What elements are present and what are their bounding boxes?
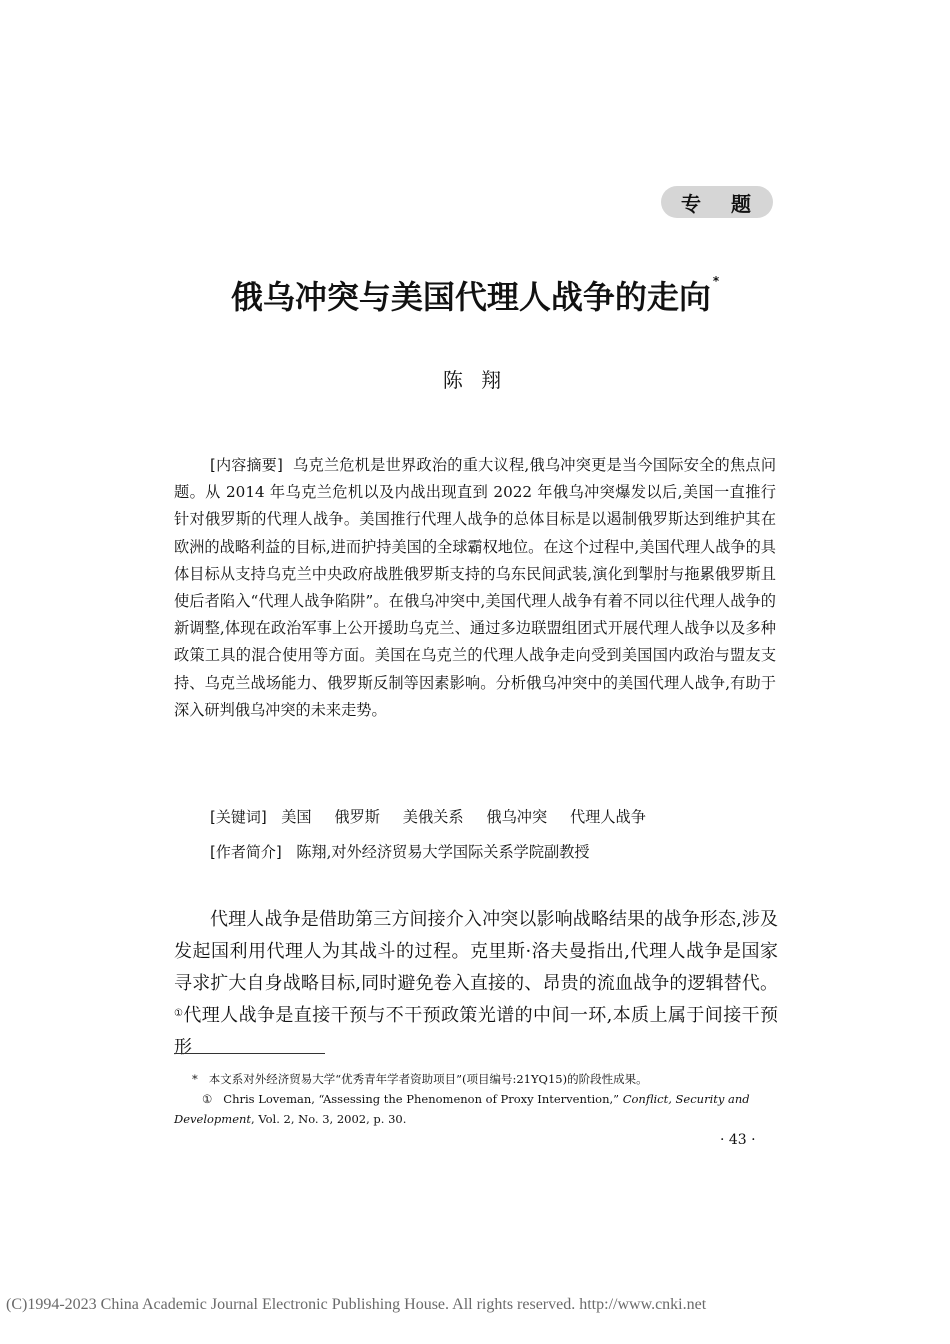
footnote-2-post: , Vol. 2, No. 3, 2002, p. 30. — [251, 1112, 407, 1126]
author-intro-row — [210, 841, 590, 862]
author-intro-label: [作者简介] — [210, 843, 282, 861]
abstract-text: 乌克兰危机是世界政治的重大议程,俄乌冲突更是当今国际安全的焦点问题。从 2014 年乌克兰危机以及内战出现直到 2022 年俄乌冲突爆发以后,美国一直推行针对俄罗斯的代理人战争。美国推行代理人战争的总体目标是以遏制俄罗斯达到维护其在欧洲的战略利益的目标,进而护持美国的全球霸权地位。在这个过程中,美国代理人战争的具体目标从支持乌克兰中央政府战胜俄罗斯支持的乌东民间武装,演化到掣肘与拖累俄罗斯且使后者陷入“代理人战争陷阱”。在俄乌冲突中,美国代理人战争有着不同以往代理人战争的新调整,体现在政治军事上公开援助乌克兰、通过多边联盟组团式开展代理人战争以及多种政策工具的混合使用等方面。美国在乌克兰的代理人战争走向受到美国国内政治与盟友支持、乌克兰战场能力、俄罗斯反制等因素影响。分析俄乌冲突中的美国代理人战争,有助于深入研判俄乌冲突的未来走势。 — [174, 456, 777, 719]
keywords-label: [关键词] — [210, 808, 267, 826]
footnote-2-mark: ① — [202, 1092, 213, 1106]
abstract-label: [内容摘要] — [210, 456, 283, 474]
footnote-1 — [192, 1069, 648, 1089]
body-text-continued: 代理人战争是直接干预与不干预政策光谱的中间一环,本质上属于间接干预形 — [174, 1005, 779, 1058]
author-name: 陈 翔 — [442, 368, 508, 392]
copyright-line: (C)1994-2023 China Academic Journal Electronic Publishing House. All rights reserved. http://www.cnki.net — [6, 1296, 707, 1313]
title-footnote-marker[interactable]: * — [712, 274, 720, 288]
section-tag-right: 题 — [731, 191, 751, 216]
keywords-row — [210, 806, 664, 827]
section-tag-left: 专 — [681, 191, 701, 216]
keyword-item: 代理人战争 — [569, 808, 646, 826]
footnote-ref[interactable]: ① — [174, 1008, 184, 1019]
keyword-item: 俄罗斯 — [334, 808, 380, 826]
body-text: 代理人战争是借助第三方间接介入冲突以影响战略结果的战争形态,涉及发起国利用代理人为其战斗的过程。克里斯·洛夫曼指出,代理人战争是国家寻求扩大自身战略目标,同时避免卷入直接的、昂贵的流血战争的逻辑替代。 — [174, 909, 778, 994]
footnote-2-journal: Conflict, Security and Development — [174, 1092, 750, 1126]
keyword-item: 俄乌冲突 — [486, 808, 548, 826]
footnote-2-pre: Chris Loveman, “Assessing the Phenomenon of Proxy Intervention,” — [223, 1092, 620, 1106]
article-title — [0, 272, 950, 318]
body-paragraph — [174, 904, 778, 1064]
page-number: · 43 · — [720, 1132, 756, 1148]
abstract — [174, 452, 776, 724]
footnote-1-text: 本文系对外经济贸易大学“优秀青年学者资助项目”(项目编号:21YQ15)的阶段性成果。 — [208, 1072, 648, 1086]
keyword-item: 美国 — [281, 808, 312, 826]
section-tag — [661, 186, 773, 218]
footnote-divider — [174, 1053, 325, 1054]
author-intro-text: 陈翔,对外经济贸易大学国际关系学院副教授 — [296, 843, 590, 861]
footnote-1-mark: * — [192, 1072, 198, 1086]
keyword-item: 美俄关系 — [402, 808, 464, 826]
title-text: 俄乌冲突与美国代理人战争的走向 — [230, 278, 711, 316]
footnote-2 — [174, 1089, 778, 1129]
